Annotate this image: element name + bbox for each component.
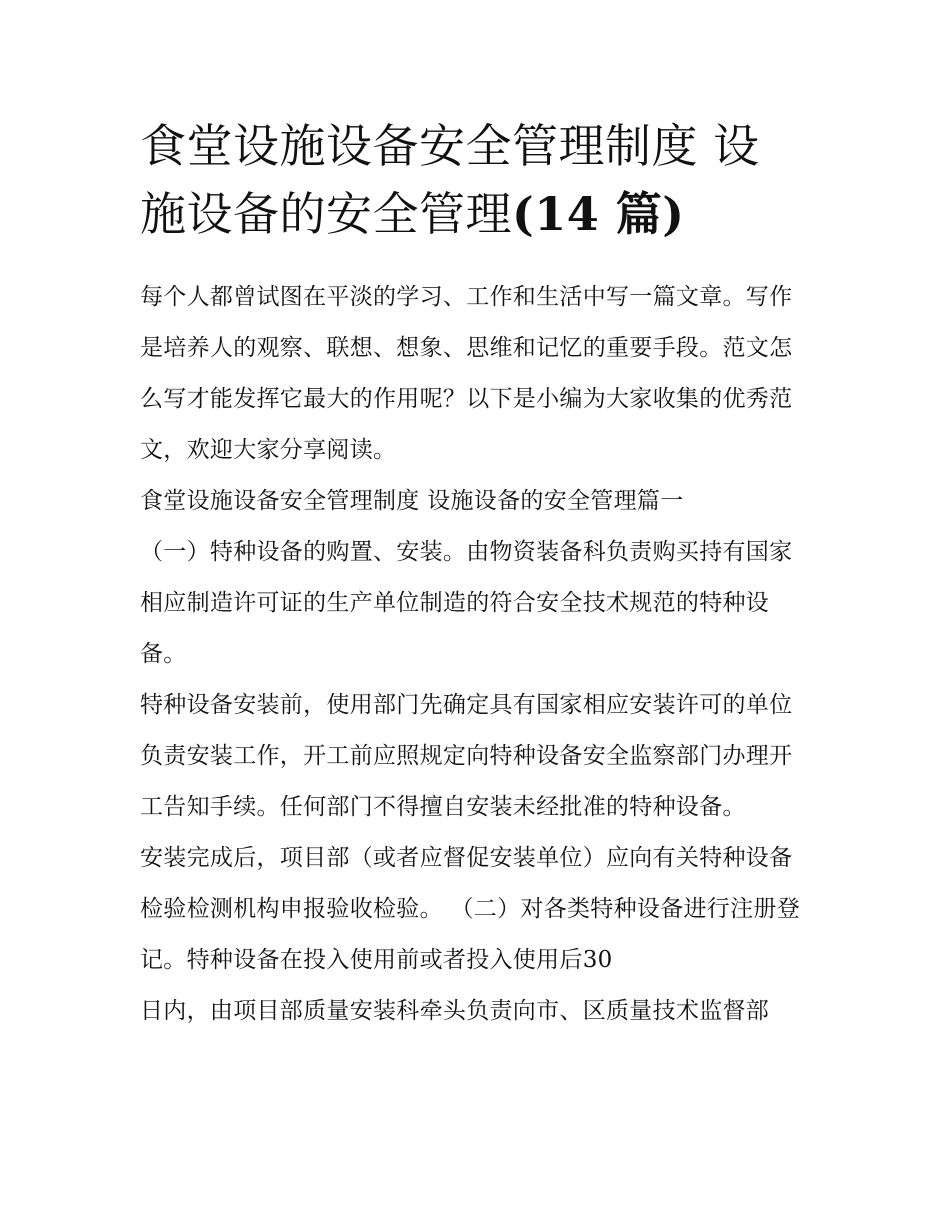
- title-line-1: 食堂设施设备安全管理制度 设: [140, 119, 760, 173]
- paragraph-registration: 日内，由项目部质量安装科牵头负责向市、区质量技术监督部: [140, 998, 770, 1024]
- paragraph-purchase-install: （一）特种设备的购置、安装。由物资装备科负责购买持有国家相应制造许可证的生产单位制造的符合安全技术规范的特种设备。: [140, 539, 793, 667]
- document-title: [140, 112, 815, 248]
- paragraph-before-install: 特种设备安装前，使用部门先确定具有国家相应安装许可的单位负责安装工作，开工前应照规定向特种设备安全监察部门办理开工告知手续。任何部门不得擅自安装未经批准的特种设备。: [140, 692, 793, 820]
- intro-paragraph: 每个人都曾试图在平淡的学习、工作和生活中写一篇文章。写作是培养人的观察、联想、想象、思维和记忆的重要手段。范文怎么写才能发挥它最大的作用呢？以下是小编为大家收集的优秀范文，欢迎大家分享阅读。: [140, 284, 793, 463]
- document-body: [140, 112, 815, 1037]
- paragraph-after-install: 安装完成后，项目部（或者应督促安装单位）应向有关特种设备检验检测机构申报验收检验。 （二）对各类特种设备进行注册登记。特种设备在投入使用前或者投入使用后30: [140, 845, 801, 973]
- section-heading: 食堂设施设备安全管理制度 设施设备的安全管理篇一: [140, 488, 684, 514]
- title-count: (14 篇): [512, 187, 685, 241]
- title-line-2: 施设备的安全管理: [140, 187, 512, 241]
